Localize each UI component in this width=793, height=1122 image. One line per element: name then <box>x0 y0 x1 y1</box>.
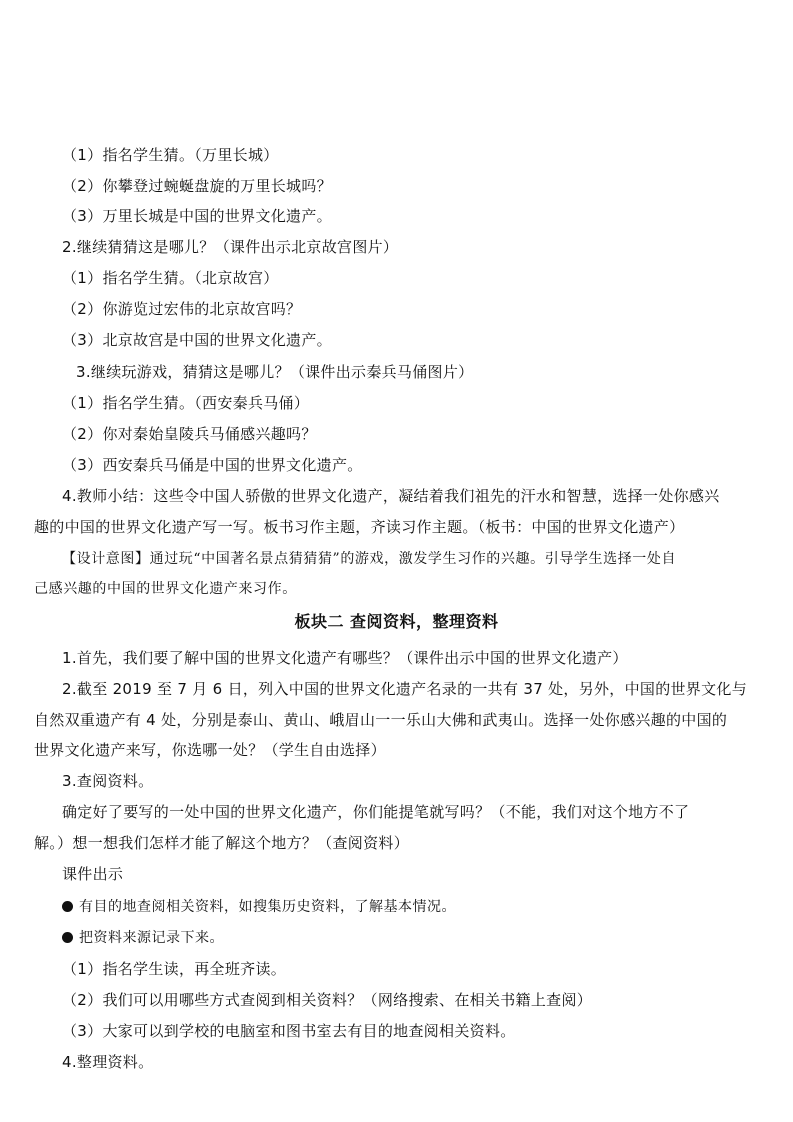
text-line: （1）指名学生猜。（西安秦兵马俑） <box>62 394 310 412</box>
text-line: （3）西安秦兵马俑是中国的世界文化遗产。 <box>62 456 363 474</box>
text-line: （2）你对秦始皇陵兵马俑感兴趣吗？ <box>62 425 317 443</box>
text-line: 解。）想一想我们怎样才能了解这个地方？（查阅资料） <box>34 834 410 852</box>
text-line: （3）万里长城是中国的世界文化遗产。 <box>62 207 332 225</box>
text-line: 3.查阅资料。 <box>62 772 154 790</box>
bullet-item <box>62 928 224 948</box>
section-heading: 板块二 查阅资料，整理资料 <box>294 612 499 631</box>
text-line: （3）北京故宫是中国的世界文化遗产。 <box>62 331 332 349</box>
text-line: 课件出示 <box>62 865 124 883</box>
text-line: （1）指名学生读，再全班齐读。 <box>62 960 287 978</box>
text-line: 世界文化遗产来写，你选哪一处？（学生自由选择） <box>34 741 386 759</box>
bullet-dot-icon <box>62 901 73 912</box>
bullet-dot-icon <box>62 932 73 943</box>
text-line: （2）你游览过宏伟的北京故宫吗？ <box>62 300 302 318</box>
text-line: 3.继续玩游戏，猜猜这是哪儿？（课件出示秦兵马俑图片） <box>76 363 474 381</box>
text-line: （2）我们可以用哪些方式查阅到相关资料？（网络搜索、在相关书籍上查阅） <box>62 991 593 1009</box>
text-line: （1）指名学生猜。（万里长城） <box>62 146 279 164</box>
bullet-text: 把资料来源记录下来。 <box>79 930 224 946</box>
text-line: 趣的中国的世界文化遗产写一写。板书习作主题，齐读习作主题。（板书：中国的世界文化遗产） <box>34 518 685 536</box>
text-line: 自然双重遗产有 4 处，分别是泰山、黄山、峨眉山一一乐山大佛和武夷山。选择一处你感兴趣的中国的 <box>34 711 728 729</box>
bullet-item <box>62 897 456 917</box>
bullet-text: 有目的地查阅相关资料，如搜集历史资料，了解基本情况。 <box>79 899 456 915</box>
text-line: （3）大家可以到学校的电脑室和图书室去有目的地查阅相关资料。 <box>62 1022 516 1040</box>
design-intent-line: 己感兴趣的中国的世界文化遗产来习作。 <box>34 581 297 597</box>
text-line: 4.整理资料。 <box>62 1053 154 1071</box>
text-line: 4.教师小结：这些令中国人骄傲的世界文化遗产，凝结着我们祖先的汗水和智慧，选择一处你感兴 <box>62 487 720 505</box>
text-line: 2.截至 2019 至 7 月 6 日，列入中国的世界文化遗产名录的一共有 37 处，另外，中国的世界文化与 <box>62 680 748 698</box>
text-line: 1.首先，我们要了解中国的世界文化遗产有哪些？（课件出示中国的世界文化遗产） <box>62 649 628 667</box>
text-line: （2）你攀登过蜿蜒盘旋的万里长城吗？ <box>62 177 332 195</box>
text-line: 确定好了要写的一处中国的世界文化遗产，你们能提笔就写吗？（不能，我们对这个地方不了 <box>62 803 690 821</box>
text-line: （1）指名学生猜。（北京故宫） <box>62 269 279 287</box>
design-intent-line: 【设计意图】通过玩“中国著名景点猜猜猜”的游戏，激发学生习作的兴趣。引导学生选择一处自 <box>62 551 677 567</box>
text-line: 2.继续猜猜这是哪儿？（课件出示北京故宫图片） <box>62 238 399 256</box>
